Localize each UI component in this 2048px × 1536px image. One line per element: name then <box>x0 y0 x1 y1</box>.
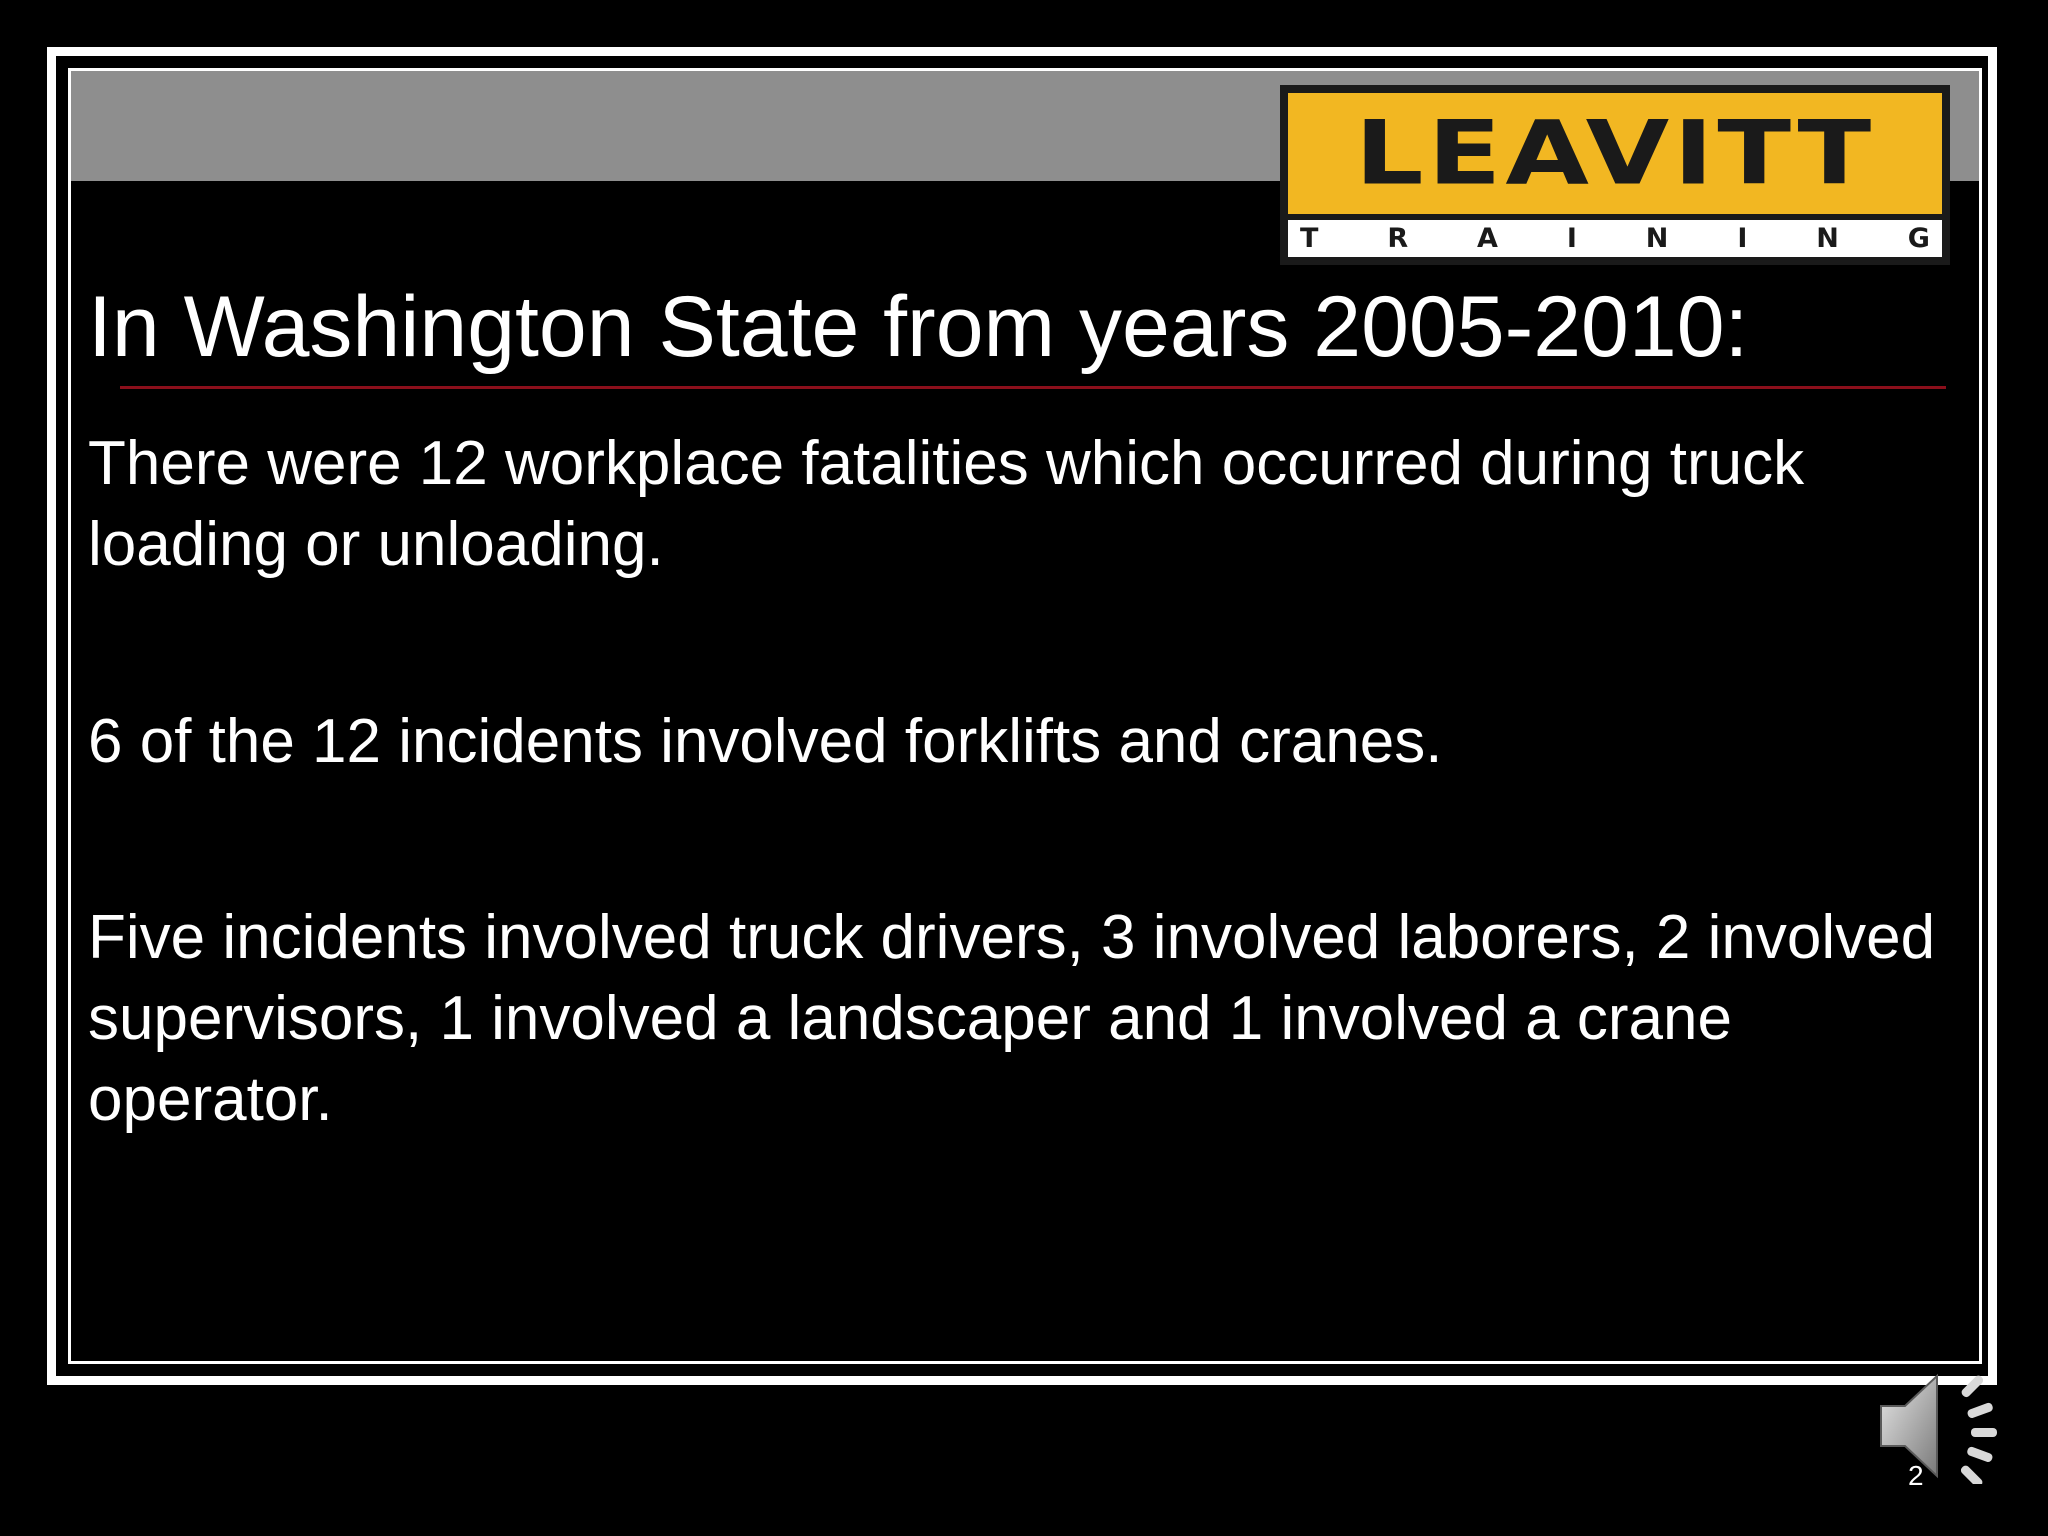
body-paragraph-fatalities: There were 12 workplace fatalities which occurred during truck loading or unloading. <box>88 429 1805 579</box>
logo-letter: N <box>1645 223 1669 254</box>
leavitt-training-logo <box>1280 85 1950 265</box>
title-underline <box>120 386 1946 389</box>
speaker-icon[interactable] <box>1875 1368 2015 1484</box>
logo-wordmark: LEAVITT <box>1354 101 1876 205</box>
logo-letter: R <box>1387 223 1409 254</box>
logo-letter: N <box>1816 223 1839 254</box>
page-number: 2 <box>1908 1460 1924 1491</box>
logo-letter: G <box>1907 223 1930 254</box>
logo-letter: A <box>1477 223 1498 254</box>
body-paragraph-forklifts-cranes: 6 of the 12 incidents involved forklifts and cranes. <box>88 707 1443 776</box>
slide-title: In Washington State from years 2005-2010: <box>88 279 1749 375</box>
logo-subtitle-strip <box>1288 220 1942 257</box>
logo-letter: I <box>1566 223 1577 254</box>
logo-letter: T <box>1300 223 1319 254</box>
logo-letter: I <box>1737 223 1748 254</box>
body-paragraph-occupations: Five incidents involved truck drivers, 3 involved laborers, 2 involved supervisors, 1 involved a landscaper and 1 involved a crane operator. <box>88 903 1936 1134</box>
logo-wordmark-panel <box>1288 93 1942 214</box>
